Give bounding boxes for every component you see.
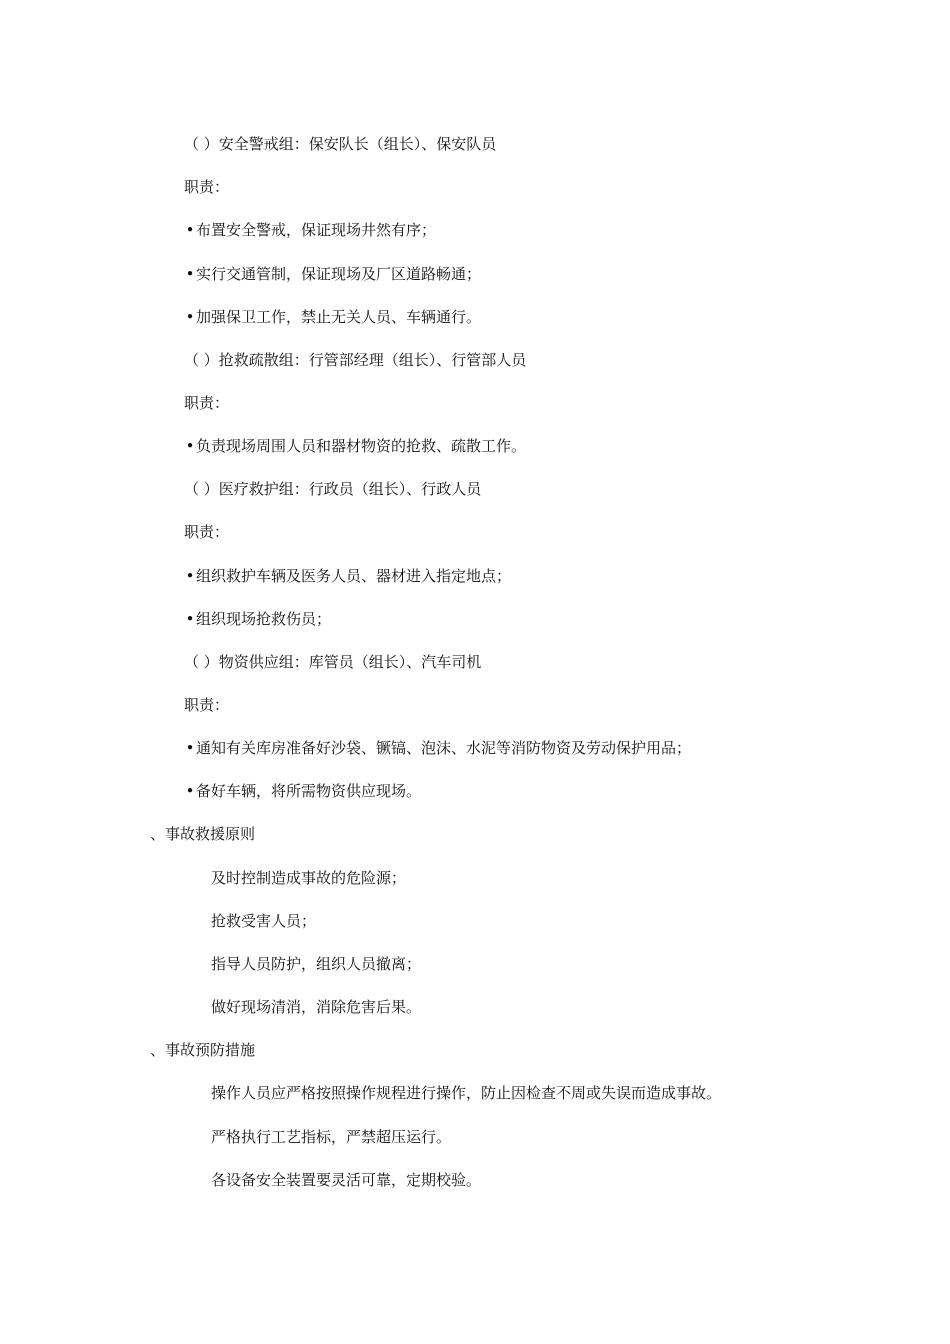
evacuation-group-heading: （ ）抢救疏散组：行管部经理（组长）、行管部人员 bbox=[184, 351, 527, 369]
security-duty-text: 布置安全警戒，保证现场井然有序； bbox=[196, 221, 437, 239]
security-duty-item bbox=[184, 307, 481, 327]
prevention-item: 操作人员应严格按照操作规程进行操作，防止因检查不周或失误而造成事故。 bbox=[211, 1084, 722, 1102]
rescue-principle-item: 及时控制造成事故的危险源； bbox=[211, 869, 407, 887]
bullet-icon: • bbox=[185, 739, 195, 757]
bullet-icon: • bbox=[185, 265, 195, 283]
bullet-icon: • bbox=[185, 782, 195, 800]
supply-duty-item bbox=[184, 781, 421, 801]
bullet-icon: • bbox=[185, 308, 195, 326]
rescue-principle-item: 抢救受害人员； bbox=[211, 912, 317, 930]
evacuation-duty-item bbox=[184, 436, 526, 456]
prevention-item: 各设备安全装置要灵活可靠，定期校验。 bbox=[211, 1171, 482, 1189]
rescue-principles-heading: 、事故救援原则 bbox=[150, 825, 256, 843]
rescue-principle-item: 做好现场清消，消除危害后果。 bbox=[211, 998, 422, 1016]
prevention-heading: 、事故预防措施 bbox=[150, 1041, 256, 1059]
security-duty-item bbox=[184, 264, 481, 284]
security-duty-label: 职责： bbox=[184, 178, 230, 196]
medical-duty-text: 组织现场抢救伤员； bbox=[196, 610, 332, 628]
supply-group-heading: （ ）物资供应组：库管员（组长）、汽车司机 bbox=[184, 653, 482, 671]
supply-duty-text: 备好车辆，将所需物资供应现场。 bbox=[196, 782, 422, 800]
supply-duty-item bbox=[184, 738, 691, 758]
rescue-principle-item: 指导人员防护，组织人员撤离； bbox=[211, 955, 422, 973]
evacuation-duty-label: 职责： bbox=[184, 394, 230, 412]
medical-group-heading: （ ）医疗救护组：行政员（组长）、行政人员 bbox=[184, 480, 482, 498]
prevention-item: 严格执行工艺指标，严禁超压运行。 bbox=[211, 1128, 452, 1146]
medical-duty-label: 职责： bbox=[184, 523, 230, 541]
security-group-heading: （ ）安全警戒组：保安队长（组长）、保安队员 bbox=[184, 135, 497, 153]
evacuation-duty-text: 负责现场周围人员和器材物资的抢救、疏散工作。 bbox=[196, 437, 527, 455]
security-duty-text: 加强保卫工作，禁止无关人员、车辆通行。 bbox=[196, 308, 482, 326]
bullet-icon: • bbox=[185, 567, 195, 585]
supply-duty-label: 职责： bbox=[184, 696, 230, 714]
medical-duty-item bbox=[184, 566, 511, 586]
medical-duty-item bbox=[184, 609, 331, 629]
bullet-icon: • bbox=[185, 610, 195, 628]
bullet-icon: • bbox=[185, 221, 195, 239]
medical-duty-text: 组织救护车辆及医务人员、器材进入指定地点； bbox=[196, 567, 512, 585]
bullet-icon: • bbox=[185, 437, 195, 455]
supply-duty-text: 通知有关库房准备好沙袋、镢镐、泡沫、水泥等消防物资及劳动保护用品； bbox=[196, 739, 692, 757]
security-duty-item bbox=[184, 220, 436, 240]
security-duty-text: 实行交通管制，保证现场及厂区道路畅通； bbox=[196, 265, 482, 283]
